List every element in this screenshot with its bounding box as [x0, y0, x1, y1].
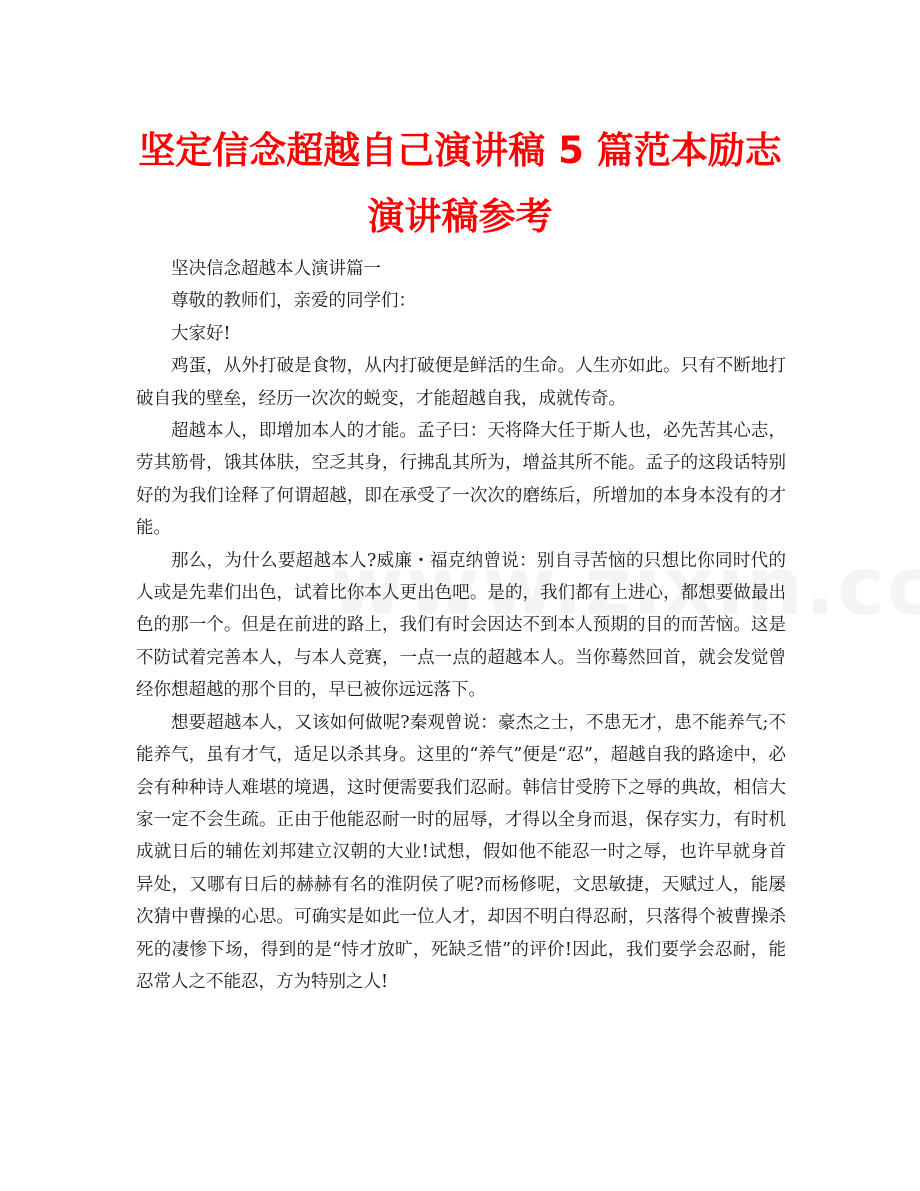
body-paragraph: 鸡蛋，从外打破是食物，从内打破便是鲜活的生命。人生亦如此。只有不断地打破自我的壁垒，经历一次次的蜕变，才能超越自我，成就传奇。 — [136, 356, 786, 409]
greeting: 大家好! — [171, 323, 231, 344]
document-title: 坚定信念超越自己演讲稿 5 篇范本励志演讲稿参考 — [138, 129, 782, 238]
body-paragraph: 想要超越本人，又该如何做呢?秦观曾说：豪杰之士，不患无才，患不能养气;不能养气，虽有才气，适足以杀其身。这里的“养气”便是“忍”，超越自我的路途中，必会有种种诗人难堪的境遇，这时便需要我们忍耐。韩信甘受胯下之辱的典故，相信大家一定不会生疏。正由于他能忍耐一时的屈辱，才得以全身而退，保存实力，有时机成就日后的辅佐刘邦建立汉朝的大业!试想，假如他不能忍一时之辱，也许早就身首异处，又哪有日后的赫赫有名的淮阴侯了呢?而杨修呢，文思敏捷，天赋过人，能屡次猜中曹操的心思。可确实是如此一位人才，却因不明白得忍耐，只落得个被曹操杀死的凄惨下场，得到的是“恃才放旷，死缺乏惜”的评价!因此，我们要学会忍耐，能忍常人之不能忍，方为特别之人! — [136, 712, 786, 992]
body-paragraph: 超越本人，即增加本人的才能。孟子曰：天将降大任于斯人也，必先苦其心志，劳其筋骨，饿其体肤，空乏其身，行拂乱其所为，增益其所不能。孟子的这段话特别好的为我们诠释了何谓超越，即在承受了一次次的磨练后，所增加的本身本没有的才能。 — [136, 421, 786, 539]
document-body — [136, 253, 786, 998]
salutation: 尊敬的教师们，亲爱的同学们： — [171, 291, 416, 312]
body-paragraph: 那么，为什么要超越本人?威廉・福克纳曾说：别自寻苦恼的只想比你同时代的人或是先辈们出色，试着比你本人更出色吧。是的，我们都有上进心，都想要做最出色的那一个。但是在前进的路上，我们有时会因达不到本人预期的目的而苦恼。这是不防试着完善本人，与本人竞赛，一点一点的超越本人。当你蓦然回首，就会发觉曾经你想超越的那个目的，早已被你远远落下。 — [136, 550, 786, 701]
section-heading: 坚决信念超越本人演讲篇一 — [171, 259, 381, 279]
